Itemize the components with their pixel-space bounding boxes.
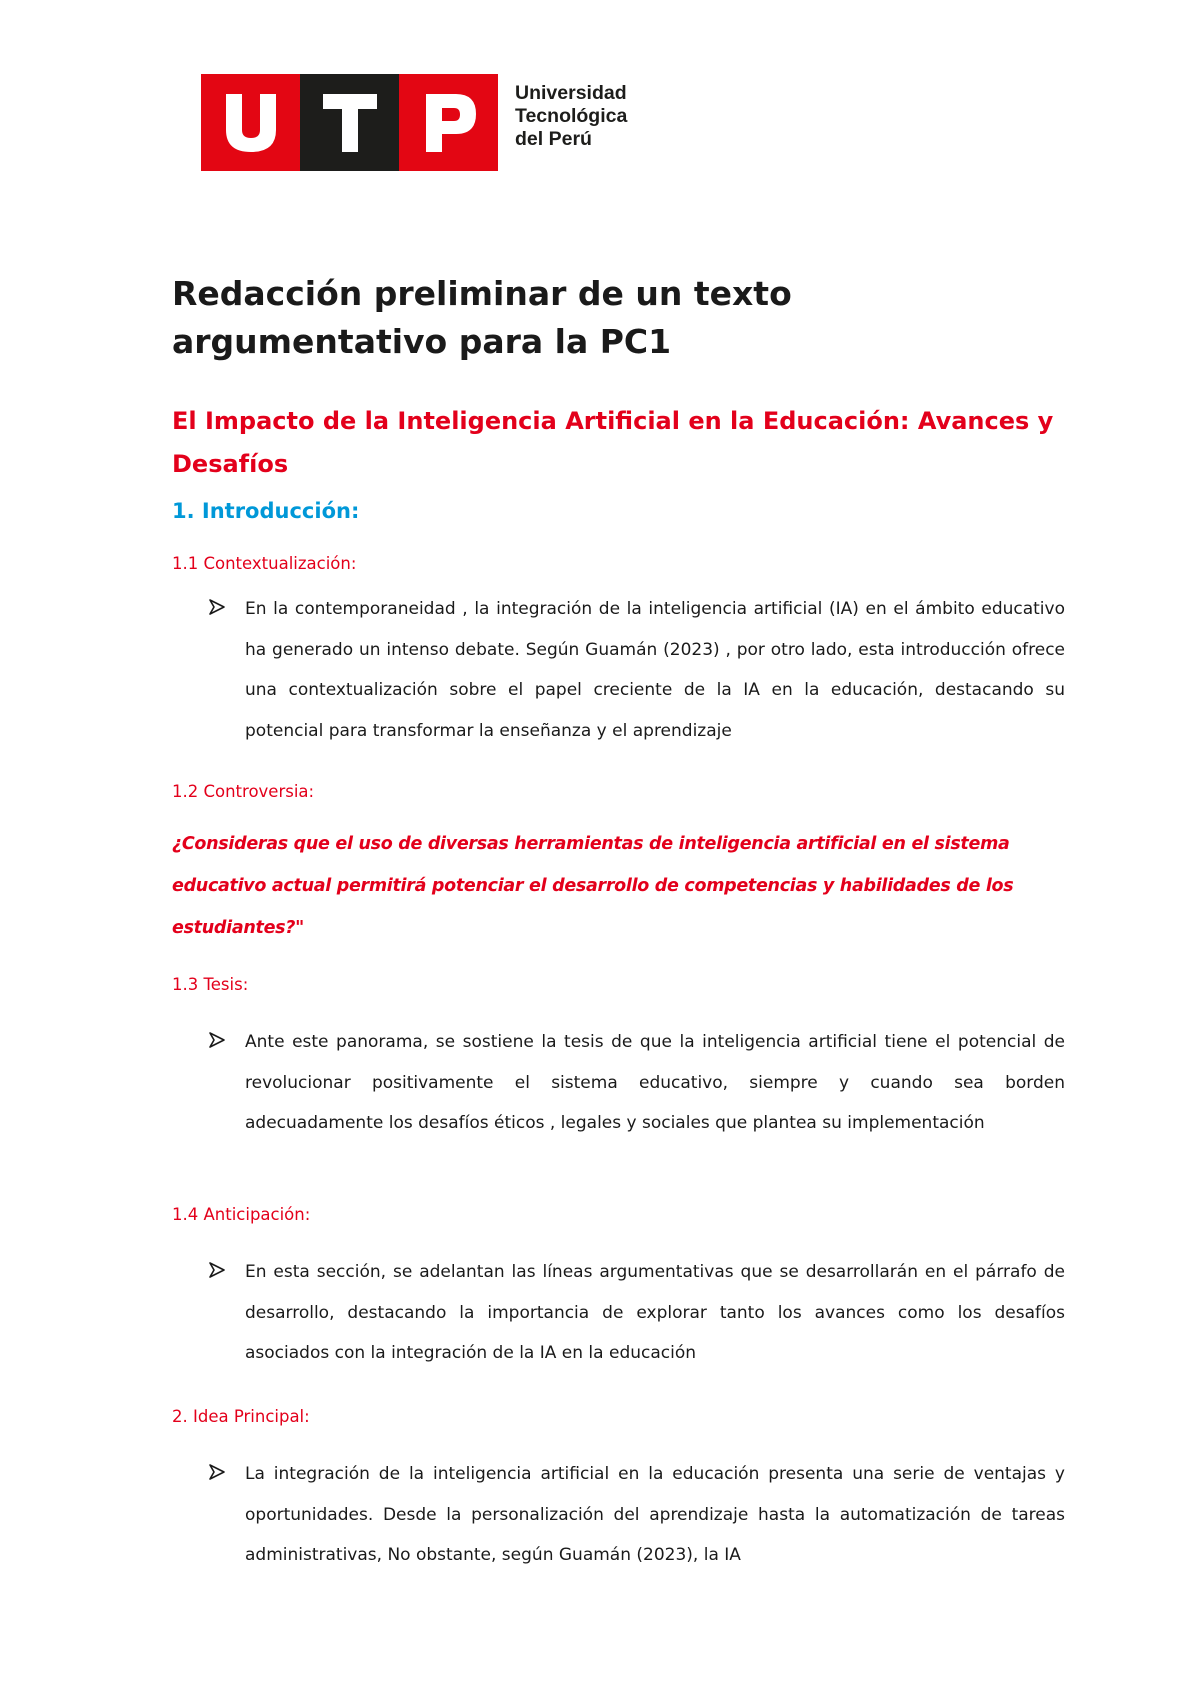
section-heading-introduccion: 1. Introducción: [172,499,360,523]
logo-tile-u [201,74,300,171]
paragraph-contextualizacion: En la contemporaneidad , la integración de la inteligencia artificial (IA) en el ámbito educativo ha generado un intenso debate. Según Guamán (2023) , por otro lado, esta introducción ofrece una contextualización sobre el papel creciente de la IA en la educación, destacando su potencial para transformar la enseñanza y el aprendizaje [245,599,1065,741]
subheading-anticipacion: 1.4 Anticipación: [172,1205,311,1224]
arrow-bullet-icon [208,598,226,616]
controversy-question: ¿Consideras que el uso de diversas herramientas de inteligencia artificial en el sistema educativo actual permitirá potenciar el desarrollo de competencias y habilidades de los estudiantes?" [172,834,1014,938]
bullet-tesis [208,1022,1065,1144]
paragraph-idea-principal: La integración de la inteligencia artificial en la educación presenta una serie de ventajas y oportunidades. Desde la personalización del aprendizaje hasta la automatización de tareas administrativas, No obstante, según Guamán (2023), la IA [245,1464,1065,1565]
logo-letter-p-icon [420,94,478,152]
document-subtitle: El Impacto de la Inteligencia Artificial en la Educación: Avances y Desafíos [172,407,1054,478]
logo-wordmark-line: Tecnológica [515,105,628,127]
paragraph-tesis: Ante este panorama, se sostiene la tesis de que la inteligencia artificial tiene el potencial de revolucionar positivamente el sistema educativo, siempre y cuando sea borden adecuadamente los desafíos éticos , legales y sociales que plantea su implementación [245,1032,1065,1133]
utp-logo [201,74,627,171]
logo-letter-u-icon [222,94,280,152]
subheading-contextualizacion: 1.1 Contextualización: [172,554,357,573]
logo-tile-t [300,74,399,171]
arrow-bullet-icon [208,1031,226,1049]
logo-tile-p [399,74,498,171]
subheading-tesis: 1.3 Tesis: [172,975,249,994]
paragraph-anticipacion: En esta sección, se adelantan las líneas argumentativas que se desarrollarán en el párrafo de desarrollo, destacando la importancia de explorar tanto los avances como los desafíos asociados con la integración de la IA en la educación [245,1262,1065,1363]
bullet-idea-principal [208,1454,1065,1576]
arrow-bullet-icon [208,1261,226,1279]
logo-letter-t-icon [321,94,379,152]
logo-wordmark-line: del Perú [515,128,592,150]
arrow-bullet-icon [208,1463,226,1481]
bullet-anticipacion [208,1252,1065,1374]
subheading-controversia: 1.2 Controversia: [172,782,315,801]
logo-wordmark [515,82,627,171]
logo-wordmark-line: Universidad [515,82,627,104]
bullet-contextualizacion [208,589,1065,751]
document-title: Redacción preliminar de un texto argumentativo para la PC1 [172,274,792,361]
subheading-idea-principal: 2. Idea Principal: [172,1407,310,1426]
